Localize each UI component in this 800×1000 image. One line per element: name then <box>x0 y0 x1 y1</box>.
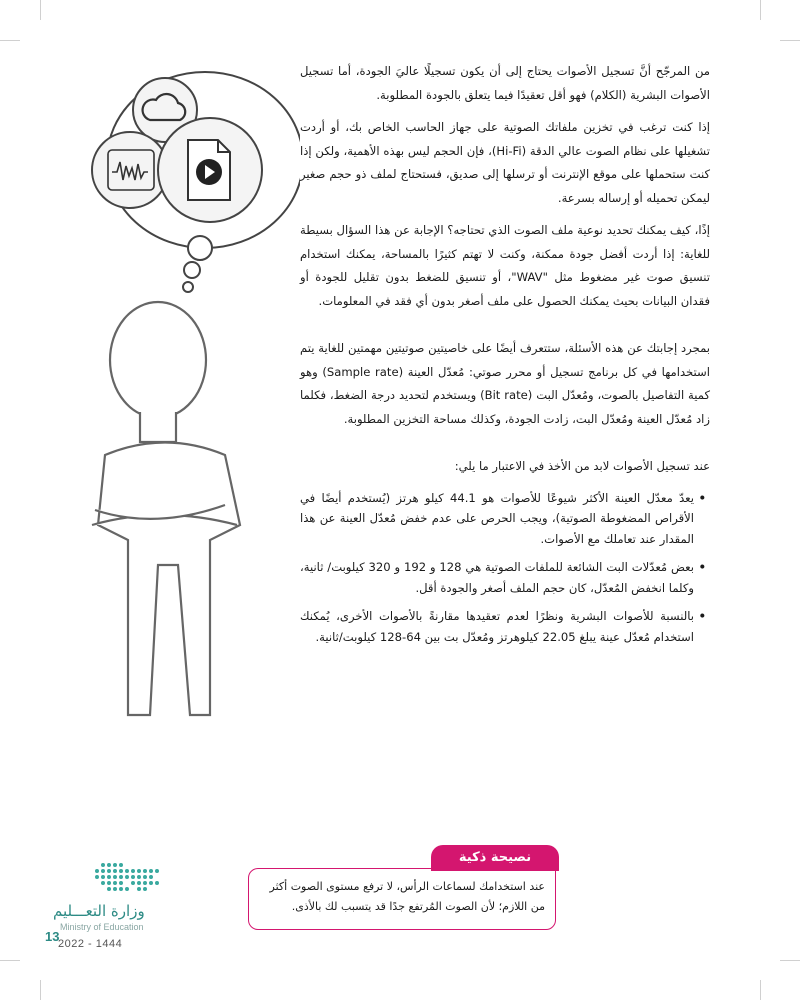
crop-mark <box>780 40 800 41</box>
thought-bubble-small <box>188 236 212 260</box>
paragraph: إذا كنت ترغب في تخزين ملفاتك الصوتية على جهاز الحاسب الخاص بك، أو أردت تشغيلها على نظام الصوت عالي الدقة (Hi-Fi)، فإن الحجم ليس بهذه الأهمية، ولكن إذا كنت ستحملها على موقع الإنترنت أو ترسلها إلى صديق، فستحتاج لملف ذو حجم صغير ليمكن تحميله أو إرساله بسرعة. <box>300 120 711 205</box>
list-item: • بالنسبة للأصوات البشرية ونظرًا لعدم تعقيدها مقارنةً بالأصوات الأخرى، يُمكنك استخدام مُعدّل عينة يبلغ 22.05 كيلوهرتز ومُعدّل بت بين 64-128 كيلوبت/ثانية. <box>300 606 694 647</box>
tip-box <box>248 868 556 930</box>
thought-bubble-small <box>183 282 193 292</box>
crop-mark <box>40 980 41 1000</box>
considerations-list <box>300 488 710 648</box>
paragraph: من المرجّح أنَّ تسجيل الأصوات يحتاج إلى أن يكون تسجيلًا عاليَ الجودة، أما تسجيل الأصوات البشرية (الكلام) فهو أقل تعقيدًا فيما يتعلق بالجودة المطلوبة. <box>300 64 710 102</box>
crop-mark <box>760 980 761 1000</box>
thought-bubble-small <box>184 262 200 278</box>
play-file-icon <box>188 140 230 200</box>
paragraph: عند تسجيل الأصوات لابد من الأخذ في الاعتبار ما يلي: <box>454 459 710 473</box>
ministry-name-english: Ministry of Education <box>60 922 144 932</box>
crop-mark <box>780 960 800 961</box>
tip-title: نصيحة ذكية <box>431 845 559 871</box>
logo-dots <box>95 863 159 891</box>
thinking-person-illustration <box>0 0 300 760</box>
ministry-name-arabic: وزارة التعـــليم <box>53 902 145 920</box>
paragraph: إذًا، كيف يمكنك تحديد نوعية ملف الصوت الذي تحتاجه؟ الإجابة عن هذا السؤال بسيطة للغاية: إذا أردت أفضل جودة ممكنة، وكنت لا تهتم كثيرًا بالمساحة، يمكنك استخدام تنسيق صوت غير مضغوط مثل "WAV"، أو تنسيق للضغط بدون تقليل للجودة أو فقدان البيانات بحيث يمكنك الحصول على ملف أصغر بدون أي فقد في المعلومات. <box>300 223 711 308</box>
list-item: • يعدّ معدّل العينة الأكثر شيوعًا للأصوات هو 44.1 كيلو هرتز (يُستخدم أيضًا في الأقراص المضغوطة الصوتية)، ويجب الحرص على عدم خفض مُعدّل العينة عن هذا المقدار عند تعاملك مع الأصوات. <box>300 488 694 550</box>
edition-year: 2022 - 1444 <box>58 938 123 950</box>
list-item: • بعض مُعدّلات البت الشائعة للملفات الصوتية هي 128 و 192 و 320 كيلوبت/ ثانية، وكلما انخفض المُعدّل، كان حجم الملف أصغر والجودة أقل. <box>300 557 694 598</box>
crop-mark <box>760 0 761 20</box>
crop-mark <box>0 960 20 961</box>
person-figure <box>92 302 240 715</box>
main-text-column <box>300 60 710 655</box>
paragraph: بمجرد إجابتك عن هذه الأسئلة، ستتعرف أيضًا على خاصيتين صوتيتين مهمتين للغاية يتم استخدامها في كل برنامج تسجيل أو محرر صوتي: مُعدّل العينة (Sample rate) وهو كمية التفاصيل بالصوت، ومُعدّل البت (Bit rate) ويستخدم لتحديد درجة الضغط، فكلما زاد مُعدّل العينة ومُعدّل البت، زادت الجودة، وكذلك مساحة التخزين المطلوبة. <box>300 341 710 426</box>
tip-text: عند استخدامك لسماعات الرأس، لا ترفع مستوى الصوت أكثر من اللازم؛ لأن الصوت المُرتفع جدًا قد يتسبب لك بالأذى. <box>269 880 545 913</box>
page-number: 13 <box>45 929 60 944</box>
